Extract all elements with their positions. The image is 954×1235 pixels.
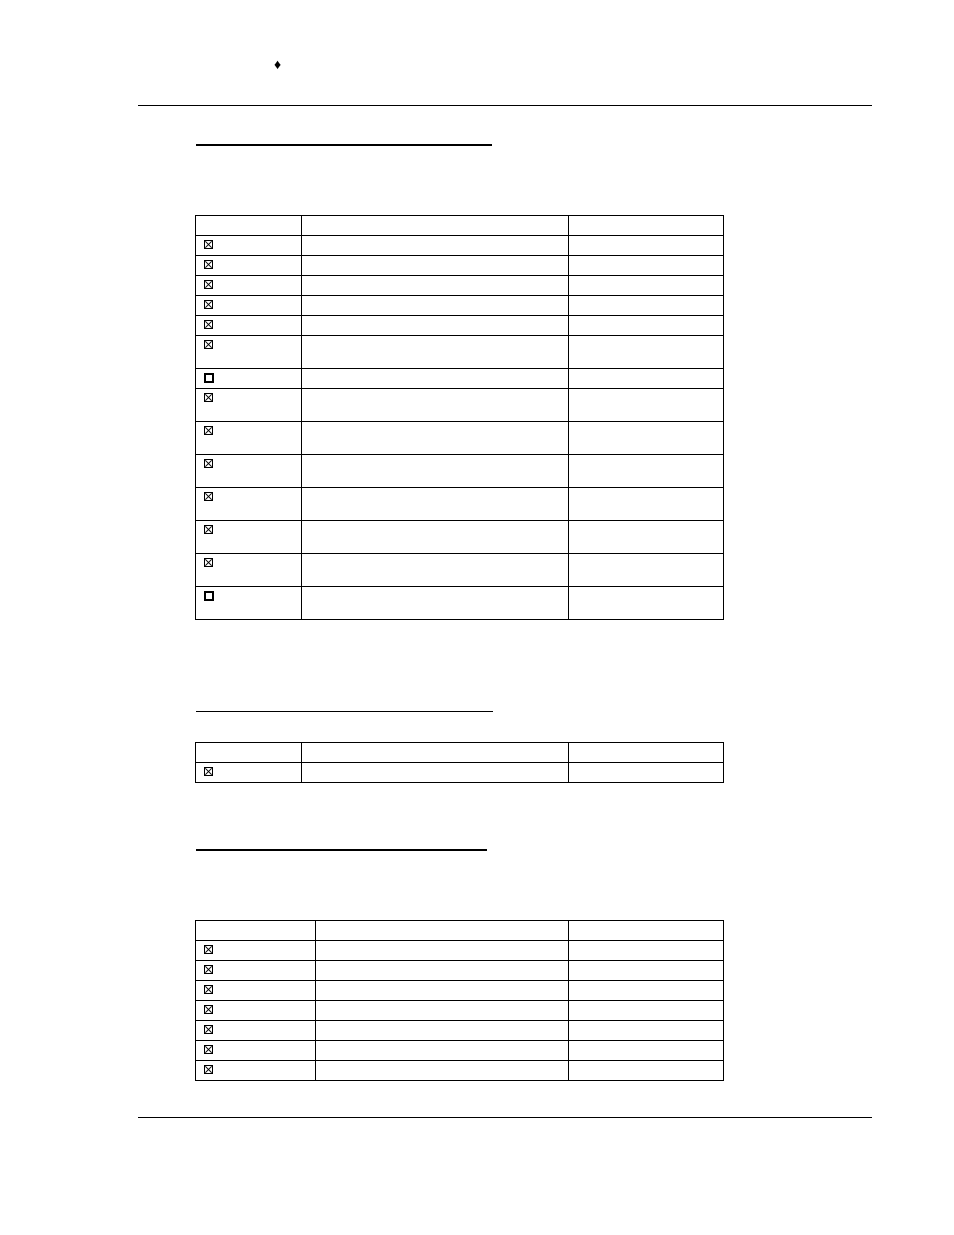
table-cell	[569, 587, 724, 620]
checked-box-icon[interactable]	[204, 767, 213, 776]
table-cell	[302, 488, 569, 521]
table-cell	[302, 422, 569, 455]
table-status-cell	[196, 236, 302, 256]
table-cell	[569, 1001, 724, 1021]
table-cell	[569, 236, 724, 256]
checked-box-icon[interactable]	[204, 558, 213, 567]
table-cell	[302, 389, 569, 422]
table-row	[196, 316, 724, 336]
table-3	[195, 920, 724, 1081]
checked-box-icon[interactable]	[204, 1005, 213, 1014]
table-cell	[569, 1021, 724, 1041]
table-row	[196, 296, 724, 316]
table-header-row	[196, 743, 724, 763]
table-cell	[569, 455, 724, 488]
table-row	[196, 554, 724, 587]
table-status-cell	[196, 554, 302, 587]
table-cell	[569, 389, 724, 422]
checked-box-icon[interactable]	[204, 300, 213, 309]
table-status-cell	[196, 389, 302, 422]
table-cell	[569, 369, 724, 389]
checked-box-icon[interactable]	[204, 1065, 213, 1074]
table-status-cell	[196, 521, 302, 554]
table-cell	[302, 256, 569, 276]
table-cell	[569, 256, 724, 276]
table-cell	[316, 1041, 569, 1061]
table-header-cell	[302, 216, 569, 236]
table-row	[196, 1041, 724, 1061]
table-status-cell	[196, 1021, 316, 1041]
table-row	[196, 961, 724, 981]
table-header-row	[196, 921, 724, 941]
table-status-cell	[196, 336, 302, 369]
table-cell	[569, 521, 724, 554]
table-cell	[569, 1061, 724, 1081]
checked-box-icon[interactable]	[204, 280, 213, 289]
table-cell	[316, 941, 569, 961]
table-status-cell	[196, 256, 302, 276]
table-header-cell	[569, 743, 724, 763]
table-header-cell	[569, 216, 724, 236]
checked-box-icon[interactable]	[204, 240, 213, 249]
table-status-cell	[196, 455, 302, 488]
checked-box-icon[interactable]	[204, 260, 213, 269]
table-row	[196, 521, 724, 554]
table-1	[195, 215, 724, 620]
footer-rule	[138, 1117, 872, 1118]
table-row	[196, 763, 724, 783]
unchecked-box-icon[interactable]	[204, 591, 214, 601]
table-cell	[316, 1021, 569, 1041]
table-row	[196, 941, 724, 961]
checked-box-icon[interactable]	[204, 1025, 213, 1034]
table-row	[196, 336, 724, 369]
table-status-cell	[196, 1041, 316, 1061]
table-status-cell	[196, 587, 302, 620]
table-row	[196, 422, 724, 455]
table-cell	[316, 1061, 569, 1081]
table-row	[196, 369, 724, 389]
table-row	[196, 1001, 724, 1021]
table-cell	[302, 587, 569, 620]
table-row	[196, 236, 724, 256]
table-cell	[569, 763, 724, 783]
table-row	[196, 587, 724, 620]
table-cell	[569, 422, 724, 455]
table-cell	[302, 316, 569, 336]
table-row	[196, 1061, 724, 1081]
checked-box-icon[interactable]	[204, 945, 213, 954]
table-cell	[302, 521, 569, 554]
table-2-body	[196, 743, 724, 783]
table-status-cell	[196, 763, 302, 783]
table-cell	[569, 961, 724, 981]
table-cell	[569, 316, 724, 336]
table-header-cell	[196, 743, 302, 763]
table-cell	[569, 981, 724, 1001]
table-row	[196, 1021, 724, 1041]
table-cell	[569, 941, 724, 961]
table-cell	[302, 336, 569, 369]
checked-box-icon[interactable]	[204, 985, 213, 994]
header-bullet: ♦	[274, 58, 282, 73]
table-status-cell	[196, 961, 316, 981]
table-1-body	[196, 216, 724, 620]
section-1-heading-underline	[196, 144, 492, 146]
table-row	[196, 981, 724, 1001]
table-cell	[569, 296, 724, 316]
table-status-cell	[196, 1001, 316, 1021]
table-status-cell	[196, 422, 302, 455]
table-cell	[302, 455, 569, 488]
table-status-cell	[196, 981, 316, 1001]
table-row	[196, 455, 724, 488]
table-cell	[302, 236, 569, 256]
table-row	[196, 256, 724, 276]
table-row	[196, 389, 724, 422]
table-status-cell	[196, 296, 302, 316]
table-status-cell	[196, 369, 302, 389]
table-status-cell	[196, 941, 316, 961]
table-cell	[316, 981, 569, 1001]
table-header-cell	[196, 921, 316, 941]
table-status-cell	[196, 316, 302, 336]
table-2	[195, 742, 724, 783]
checked-box-icon[interactable]	[204, 320, 213, 329]
table-row	[196, 488, 724, 521]
checked-box-icon[interactable]	[204, 492, 213, 501]
checked-box-icon[interactable]	[204, 459, 213, 468]
table-cell	[569, 336, 724, 369]
unchecked-box-icon[interactable]	[204, 373, 214, 383]
table-cell	[302, 276, 569, 296]
table-cell	[569, 488, 724, 521]
table-cell	[316, 961, 569, 981]
table-status-cell	[196, 488, 302, 521]
table-cell	[302, 763, 569, 783]
checked-box-icon[interactable]	[204, 426, 213, 435]
table-header-cell	[316, 921, 569, 941]
table-cell	[302, 554, 569, 587]
table-3-body	[196, 921, 724, 1081]
table-header-cell	[196, 216, 302, 236]
checked-box-icon[interactable]	[204, 525, 213, 534]
table-header-row	[196, 216, 724, 236]
table-row	[196, 276, 724, 296]
section-2-heading-underline	[196, 711, 493, 712]
checked-box-icon[interactable]	[204, 393, 213, 402]
table-cell	[569, 554, 724, 587]
table-cell	[569, 276, 724, 296]
section-3-heading-underline	[196, 849, 487, 851]
checked-box-icon[interactable]	[204, 1045, 213, 1054]
table-header-cell	[569, 921, 724, 941]
checked-box-icon[interactable]	[204, 965, 213, 974]
header-rule	[138, 105, 872, 106]
checked-box-icon[interactable]	[204, 340, 213, 349]
table-status-cell	[196, 1061, 316, 1081]
table-header-cell	[302, 743, 569, 763]
table-cell	[302, 296, 569, 316]
table-cell	[316, 1001, 569, 1021]
table-cell	[302, 369, 569, 389]
table-cell	[569, 1041, 724, 1061]
table-status-cell	[196, 276, 302, 296]
